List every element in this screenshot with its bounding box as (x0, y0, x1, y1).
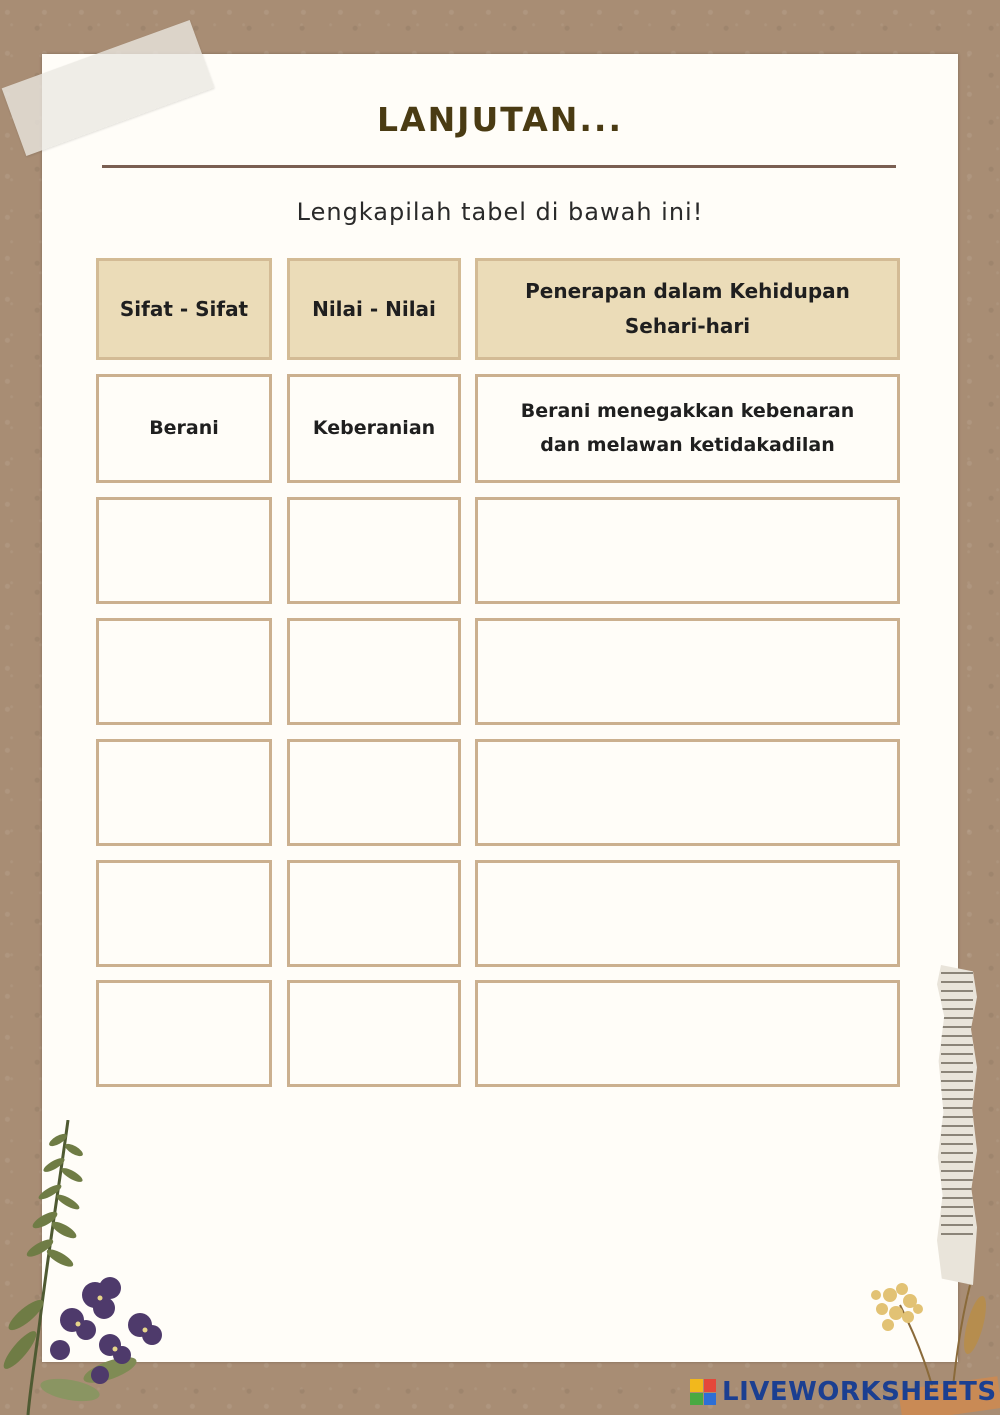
liveworksheets-watermark (690, 1375, 997, 1409)
input-sifat-row-2[interactable] (96, 497, 272, 604)
title-divider (102, 165, 896, 168)
page-title: LANJUTAN... (377, 100, 623, 139)
input-nilai-row-3[interactable] (287, 618, 461, 725)
watermark-text: LIVEWORKSHEETS (722, 1377, 997, 1407)
liveworksheets-logo-icon (690, 1379, 716, 1405)
input-penerapan-row-6[interactable] (475, 980, 900, 1087)
input-nilai-row-5[interactable] (287, 860, 461, 967)
header-sifat: Sifat - Sifat (96, 258, 272, 360)
cell-sifat-row-1: Berani (96, 374, 272, 483)
input-penerapan-row-4[interactable] (475, 739, 900, 846)
input-sifat-row-4[interactable] (96, 739, 272, 846)
input-sifat-row-6[interactable] (96, 980, 272, 1087)
input-nilai-row-6[interactable] (287, 980, 461, 1087)
input-nilai-row-4[interactable] (287, 739, 461, 846)
fern-flower-decoration-icon (0, 1120, 180, 1415)
input-sifat-row-3[interactable] (96, 618, 272, 725)
cell-penerapan-row-1: Berani menegakkan kebenaran dan melawan ketidakadilan (475, 374, 900, 483)
input-penerapan-row-2[interactable] (475, 497, 900, 604)
input-penerapan-row-3[interactable] (475, 618, 900, 725)
cell-nilai-row-1: Keberanian (287, 374, 461, 483)
instruction-text: Lengkapilah tabel di bawah ini! (296, 198, 704, 226)
input-nilai-row-2[interactable] (287, 497, 461, 604)
input-penerapan-row-5[interactable] (475, 860, 900, 967)
input-sifat-row-5[interactable] (96, 860, 272, 967)
header-penerapan: Penerapan dalam Kehidupan Sehari-hari (475, 258, 900, 360)
header-nilai: Nilai - Nilai (287, 258, 461, 360)
